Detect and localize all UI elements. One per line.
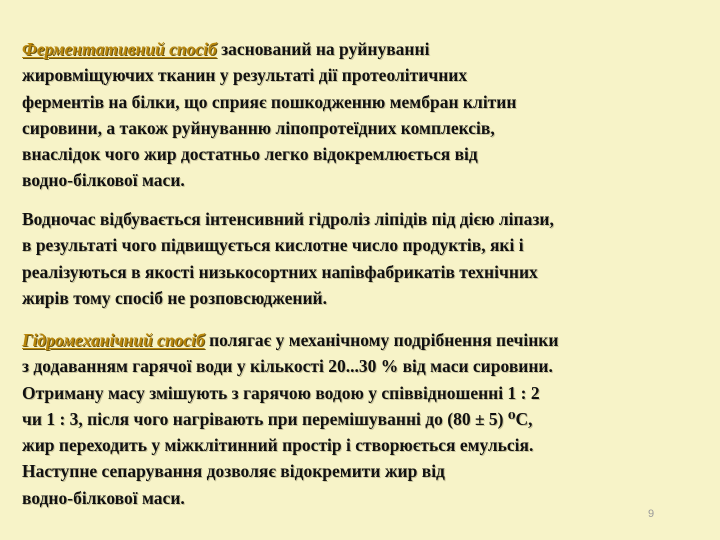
paragraph-hydromechanical-method — [22, 327, 702, 511]
term-enzymatic-method: Ферментативний спосіб — [22, 39, 217, 59]
term-hydromechanical-method: Гідромеханічний спосіб — [22, 330, 205, 350]
page-number: 9 — [648, 508, 655, 520]
paragraph-hydrolysis-text: Водночас відбувається інтенсивний гідроліз ліпідів під дією ліпази, в результаті чого підвищується кислотне число продуктів, які і реалізуються в якості низькосортних напівфабрикатів технічних жирів тому спосіб не розповсюджений. — [22, 209, 554, 308]
paragraph-hydromechanical-text: полягає у механічному подрібнення печінки з додаванням гарячої води у кількості 20...30 % від маси сировини. Отриману масу змішують з гарячою водою у співвідношенні 1 : 2 чи 1 : 3, після чого нагрівають при перемішуванні до (80 ± 5) ⁰С, жир переходить у міжклітинний простір і створюється емульсія. Наступне сепарування дозволяє відокремити жир від водно-білкової маси. — [22, 330, 559, 508]
paragraph-enzymatic-text: заснований на руйнуванні жировміщуючих тканин у результаті дії протеолітичних ферментів на білки, що сприяє пошкодженню мембран клітин сировини, а також руйнуванню ліпопротеїдних комплексів, внаслідок чого жир достатньо легко відокремлюється від водно-білкової маси. — [22, 39, 517, 191]
paragraph-hydrolysis — [22, 206, 702, 311]
paragraph-enzymatic-method — [22, 36, 702, 194]
